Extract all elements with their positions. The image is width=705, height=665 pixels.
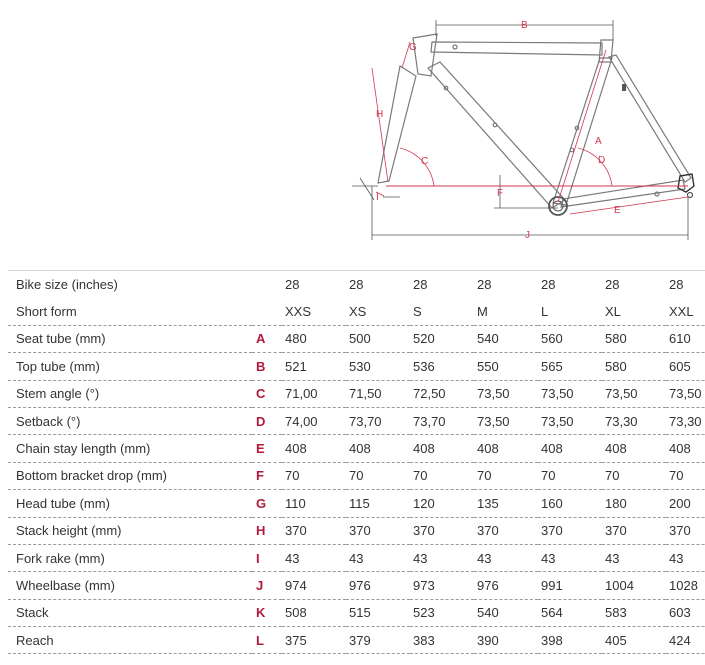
row-label: Head tube (mm)	[8, 490, 252, 517]
row-code: H	[252, 517, 282, 544]
cell-value: 43	[474, 544, 538, 571]
cell-value: 379	[346, 627, 410, 654]
cell-value: XXL	[666, 298, 705, 325]
cell-value: 73,50	[538, 407, 602, 434]
cell-value: 43	[538, 544, 602, 571]
geometry-table	[8, 270, 705, 654]
row-code	[252, 271, 282, 298]
dim-label-g: G	[409, 42, 417, 53]
cell-value: 991	[538, 572, 602, 599]
cell-value: 28	[538, 271, 602, 298]
cell-value: 408	[410, 435, 474, 462]
cell-value: 70	[346, 462, 410, 489]
cell-value: 383	[410, 627, 474, 654]
cell-value: 540	[474, 325, 538, 352]
table-row	[8, 517, 705, 544]
cell-value: 370	[410, 517, 474, 544]
cell-value: 976	[474, 572, 538, 599]
cell-value: 73,50	[666, 380, 705, 407]
dim-label-f: F	[497, 188, 504, 199]
cell-value: 390	[474, 627, 538, 654]
row-code: K	[252, 599, 282, 626]
cell-value: 974	[282, 572, 346, 599]
cell-value: 370	[602, 517, 666, 544]
row-code: A	[252, 325, 282, 352]
dim-label-a: A	[595, 136, 602, 147]
row-code: L	[252, 627, 282, 654]
cell-value: 408	[474, 435, 538, 462]
cell-value: 523	[410, 599, 474, 626]
seat-stay	[609, 55, 691, 182]
cell-value: 408	[602, 435, 666, 462]
cell-value: 70	[538, 462, 602, 489]
cell-value: 398	[538, 627, 602, 654]
head-tube	[413, 34, 437, 76]
cell-value: 71,50	[346, 380, 410, 407]
cell-value: 73,50	[538, 380, 602, 407]
seat-tube	[553, 58, 612, 205]
cell-value: 73,50	[602, 380, 666, 407]
cell-value: 28	[346, 271, 410, 298]
table-row	[8, 544, 705, 571]
cell-value: 73,50	[474, 407, 538, 434]
cell-value: 180	[602, 490, 666, 517]
row-code: F	[252, 462, 282, 489]
row-code: G	[252, 490, 282, 517]
cell-value: 370	[474, 517, 538, 544]
cell-value: 530	[346, 353, 410, 380]
cell-value: 565	[538, 353, 602, 380]
row-label: Reach	[8, 627, 252, 654]
row-label: Bike size (inches)	[8, 271, 252, 298]
dim-a-line	[558, 50, 606, 202]
cell-value: 200	[666, 490, 705, 517]
cell-value: 28	[602, 271, 666, 298]
cell-value: 73,50	[474, 380, 538, 407]
table-row	[8, 462, 705, 489]
row-code: B	[252, 353, 282, 380]
cell-value: 603	[666, 599, 705, 626]
cell-value: 43	[666, 544, 705, 571]
cell-value: M	[474, 298, 538, 325]
row-code: E	[252, 435, 282, 462]
size-row	[8, 271, 705, 298]
dim-e-line	[570, 197, 688, 214]
cell-value: 28	[666, 271, 705, 298]
row-label: Bottom bracket drop (mm)	[8, 462, 252, 489]
cell-value: 583	[602, 599, 666, 626]
cell-value: L	[538, 298, 602, 325]
cell-value: 408	[282, 435, 346, 462]
cell-value: 508	[282, 599, 346, 626]
dim-label-b: B	[521, 20, 528, 31]
dim-label-h: H	[376, 109, 384, 120]
dim-label-e: E	[614, 205, 621, 216]
cell-value: 43	[602, 544, 666, 571]
cell-value: 550	[474, 353, 538, 380]
cell-value: 610	[666, 325, 705, 352]
row-label: Top tube (mm)	[8, 353, 252, 380]
geometry-table-body	[8, 271, 705, 654]
row-code: I	[252, 544, 282, 571]
rear-dropout	[678, 174, 694, 192]
cell-value: 73,70	[410, 407, 474, 434]
row-label: Wheelbase (mm)	[8, 572, 252, 599]
row-label: Stack height (mm)	[8, 517, 252, 544]
cell-value: 500	[346, 325, 410, 352]
cell-value: 605	[666, 353, 705, 380]
cell-value: 424	[666, 627, 705, 654]
dim-label-i: I	[376, 192, 379, 203]
table-row	[8, 627, 705, 654]
cell-value: 375	[282, 627, 346, 654]
row-code: J	[252, 572, 282, 599]
cell-value: 580	[602, 325, 666, 352]
table-row	[8, 572, 705, 599]
cell-value: 408	[538, 435, 602, 462]
row-code: D	[252, 407, 282, 434]
cell-value: 564	[538, 599, 602, 626]
table-row	[8, 325, 705, 352]
row-label: Short form	[8, 298, 252, 325]
cell-value: XS	[346, 298, 410, 325]
table-row	[8, 599, 705, 626]
cell-value: 408	[346, 435, 410, 462]
cable-port	[453, 45, 457, 49]
table-row	[8, 407, 705, 434]
dim-label-c: C	[421, 156, 429, 167]
cell-value: 73,30	[602, 407, 666, 434]
cell-value: 973	[410, 572, 474, 599]
cell-value: 135	[474, 490, 538, 517]
dim-d-arc	[578, 148, 612, 186]
bottle-bolt	[570, 148, 574, 152]
cell-value: 370	[346, 517, 410, 544]
dim-h-line	[372, 68, 388, 182]
cell-value: XXS	[282, 298, 346, 325]
cell-value: 560	[538, 325, 602, 352]
cell-value: 70	[474, 462, 538, 489]
bottle-bolt	[493, 123, 497, 127]
cell-value: 70	[602, 462, 666, 489]
cell-value: 70	[666, 462, 705, 489]
cell-value: 110	[282, 490, 346, 517]
cell-value: 521	[282, 353, 346, 380]
dim-c-arc	[400, 148, 434, 186]
seat-stay-detail	[622, 84, 626, 91]
cell-value: 370	[666, 517, 705, 544]
row-label: Setback (°)	[8, 407, 252, 434]
cell-value: 408	[666, 435, 705, 462]
cell-value: 580	[602, 353, 666, 380]
cell-value: 1004	[602, 572, 666, 599]
cell-value: 480	[282, 325, 346, 352]
dim-label-j: J	[525, 230, 530, 241]
row-label: Fork rake (mm)	[8, 544, 252, 571]
cell-value: 515	[346, 599, 410, 626]
cell-value: 370	[282, 517, 346, 544]
row-label: Chain stay length (mm)	[8, 435, 252, 462]
cell-value: 405	[602, 627, 666, 654]
cell-value: 73,30	[666, 407, 705, 434]
cell-value: 43	[410, 544, 474, 571]
cell-value: 43	[282, 544, 346, 571]
cell-value: 120	[410, 490, 474, 517]
cell-value: 540	[474, 599, 538, 626]
cell-value: 73,70	[346, 407, 410, 434]
table-row	[8, 435, 705, 462]
cell-value: 72,50	[410, 380, 474, 407]
bike-frame-diagram	[340, 8, 705, 248]
dim-label-d: D	[598, 155, 606, 166]
cell-value: 115	[346, 490, 410, 517]
chain-stay	[561, 180, 685, 207]
cell-value: 71,00	[282, 380, 346, 407]
short-form-row	[8, 298, 705, 325]
frame-outline	[378, 34, 694, 215]
row-label: Seat tube (mm)	[8, 325, 252, 352]
table-row	[8, 353, 705, 380]
cell-value: 70	[410, 462, 474, 489]
row-label: Stem angle (°)	[8, 380, 252, 407]
table-row	[8, 380, 705, 407]
cell-value: 43	[346, 544, 410, 571]
fork	[378, 66, 416, 183]
cell-value: 520	[410, 325, 474, 352]
cell-value: 28	[282, 271, 346, 298]
cell-value: 70	[282, 462, 346, 489]
cell-value: 1028	[666, 572, 705, 599]
row-code: C	[252, 380, 282, 407]
cell-value: 536	[410, 353, 474, 380]
row-label: Stack	[8, 599, 252, 626]
cell-value: 28	[410, 271, 474, 298]
cell-value: 976	[346, 572, 410, 599]
cell-value: 74,00	[282, 407, 346, 434]
cell-value: XL	[602, 298, 666, 325]
cell-value: 160	[538, 490, 602, 517]
cell-value: 28	[474, 271, 538, 298]
row-code	[252, 298, 282, 325]
cell-value: 370	[538, 517, 602, 544]
cell-value: S	[410, 298, 474, 325]
table-row	[8, 490, 705, 517]
